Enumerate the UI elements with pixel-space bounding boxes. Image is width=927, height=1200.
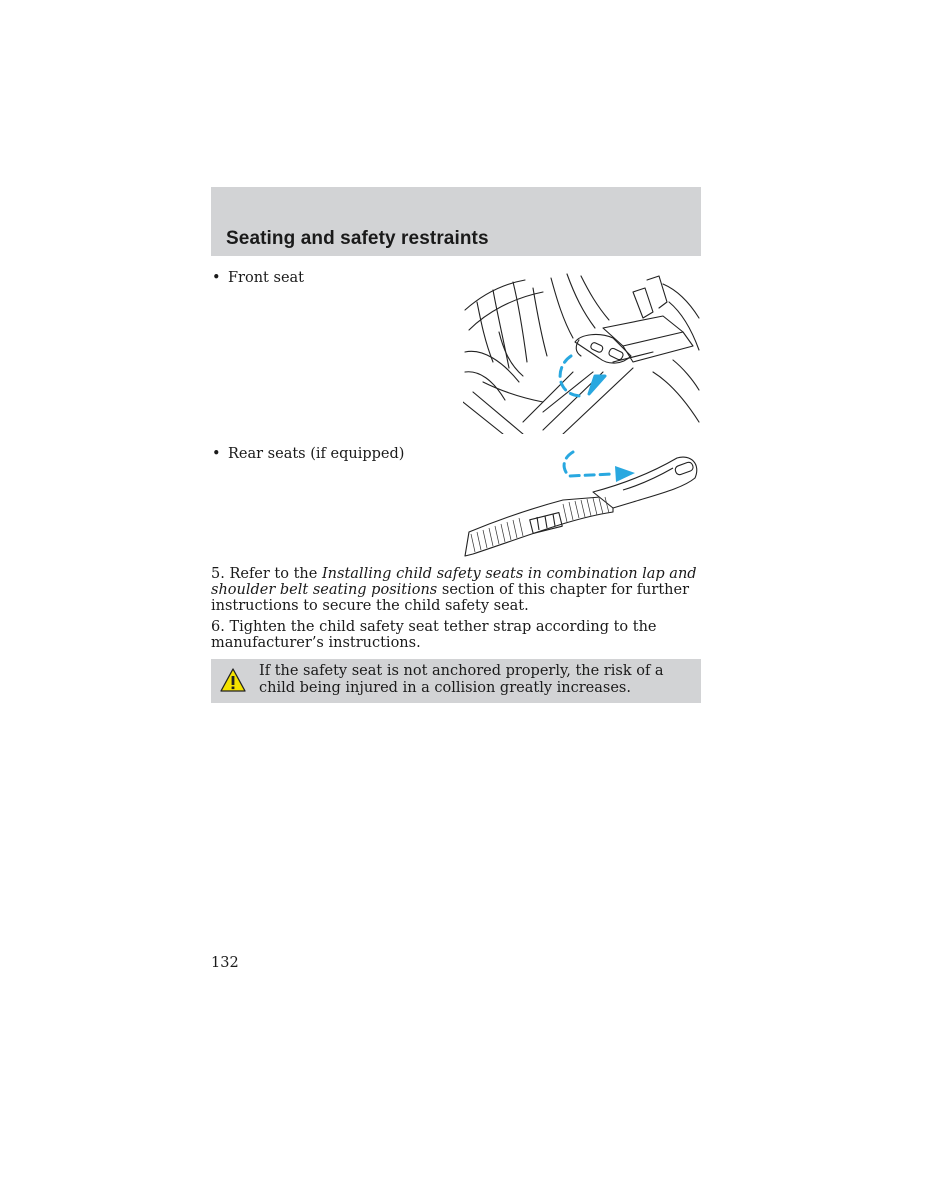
step-5-text-start: 5. Refer to the xyxy=(211,566,322,582)
warning-text: If the safety seat is not anchored properly, the risk of a child being injured in a collision greatly increases. xyxy=(259,663,664,696)
rear-seat-tether-strap-illustration xyxy=(463,446,701,558)
front-seat-tether-illustration xyxy=(463,272,701,434)
section-header-band xyxy=(211,187,701,256)
step-5-text-end: section of this chapter for further instructions to secure the child safety seat. xyxy=(211,582,690,614)
bullet-rear-seats-label: Rear seats (if equipped) xyxy=(228,446,405,462)
warning-box xyxy=(211,659,701,703)
section-title: Seating and safety restraints xyxy=(226,228,489,249)
step-5-section-reference: Installing child safety seats in combination lap and shoulder belt seating positions xyxy=(211,566,697,598)
bullet-dot: • xyxy=(212,446,221,462)
instruction-step-6: 6. Tighten the child safety seat tether strap according to the manufacturer’s instructions. xyxy=(211,619,657,651)
instruction-step-5 xyxy=(211,566,701,614)
bullet-front-seat xyxy=(212,270,304,286)
warning-triangle-icon xyxy=(219,667,247,693)
bullet-dot: • xyxy=(212,270,221,286)
bullet-front-seat-label: Front seat xyxy=(228,270,304,286)
page-number: 132 xyxy=(211,955,239,971)
bullet-rear-seats xyxy=(212,446,404,462)
